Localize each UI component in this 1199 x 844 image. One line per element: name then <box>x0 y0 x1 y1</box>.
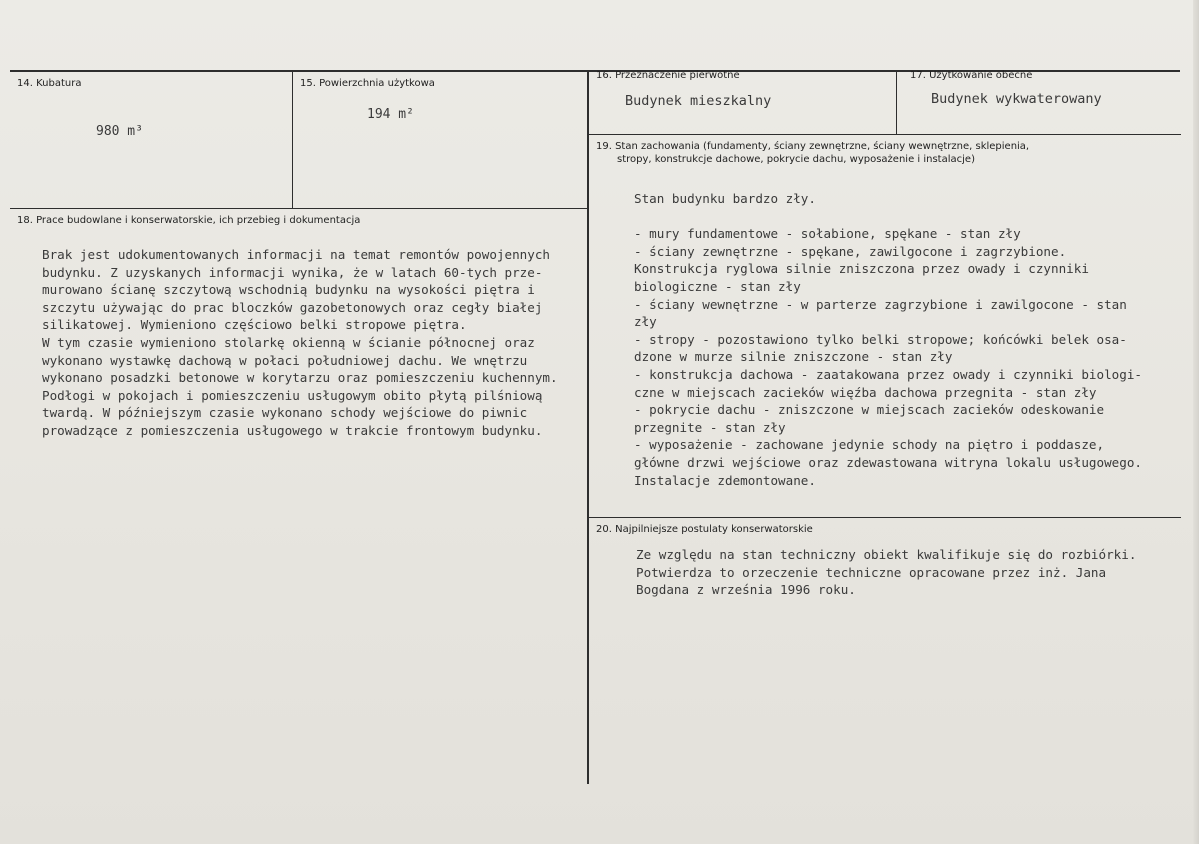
f19-line: - ściany zewnętrzne - spękane, zawilgocone i zagrzybione. <box>634 243 1067 259</box>
f18-line: Brak jest udokumentowanych informacji na temat remontów powojennych <box>42 247 550 262</box>
f18-label: 18. Prace budowlane i konserwatorskie, ich przebieg i dokumentacja <box>17 215 361 226</box>
f20-line: Ze względu na stan techniczny obiekt kwalifikuje się do rozbiórki. <box>636 547 1137 562</box>
f19-line: - ściany wewnętrzne - w parterze zagrzybione i zawilgocone - stan <box>634 296 1127 312</box>
f19-line: - konstrukcja dachowa - zaatakowana przez owady i czynniki biologi- <box>634 366 1142 382</box>
f19-line: Instalacje zdemontowane. <box>634 472 816 488</box>
f19-line <box>634 208 1142 226</box>
f14-label: 14. Kubatura <box>17 78 82 89</box>
f19-label-line2: stropy, konstrukcje dachowe, pokrycie dachu, wyposażenie i instalacje) <box>617 154 975 165</box>
rule-above-f20 <box>588 517 1181 518</box>
f15-label: 15. Powierzchnia użytkowa <box>300 78 435 89</box>
rule-under-f14-f15 <box>10 208 588 209</box>
f16-label: 16. Przeznaczenie pierwotne <box>596 70 740 81</box>
f18-text <box>42 246 558 440</box>
f20-line: Bogdana z września 1996 roku. <box>636 582 856 598</box>
f19-line: główne drzwi wejściowe oraz zdewastowana witryna lokalu usługowego. <box>634 454 1142 470</box>
f18-line: wykonano posadzki betonowe w korytarzu oraz pomieszczeniu kuchennym. <box>42 370 558 386</box>
center-divider <box>587 72 589 784</box>
f19-line: - wyposażenie - zachowane jedynie schody na piętro i poddasze, <box>634 437 1105 453</box>
f20-label: 20. Najpilniejsze postulaty konserwatorskie <box>596 524 813 535</box>
f16-value: Budynek mieszkalny <box>625 93 772 109</box>
f19-line: Stan budynku bardzo zły. <box>634 191 816 206</box>
f18-line: Podłogi w pokojach i pomieszczeniu usługowym obito płytą pilśniową <box>42 387 543 403</box>
f18-line: twardą. W późniejszym czasie wykonano schody wejściowe do piwnic <box>42 405 528 421</box>
f19-line: Konstrukcja ryglowa silnie zniszczona przez owady i czynniki <box>634 261 1089 277</box>
f18-line: W tym czasie wymieniono stolarkę okienną w ścianie północnej oraz <box>42 334 535 350</box>
divider-f14-f15 <box>292 72 293 209</box>
f19-line: dzone w murze silnie zniszczone - stan zły <box>634 349 953 365</box>
f18-line: wykonano wystawkę dachową w połaci południowej dachu. We wnętrzu <box>42 352 528 368</box>
f19-line: zły <box>634 314 657 330</box>
f19-label-line1: 19. Stan zachowania (fundamenty, ściany zewnętrzne, ściany wewnętrzne, sklepienia, <box>596 141 1030 152</box>
f19-line: - mury fundamentowe - sołabione, spękane - stan zły <box>634 226 1021 242</box>
f15-value: 194 m² <box>367 107 414 122</box>
f19-line: czne w miejscach zacieków więźba dachowa przegnita - stan zły <box>634 384 1097 400</box>
rule-under-f16-f17 <box>587 134 1181 135</box>
f18-line: szczytu używając do prac bloczków gazobetonowych oraz cegły białej <box>42 299 543 315</box>
f17-label: 17. Użytkowanie obecne <box>910 70 1033 81</box>
f19-line: przegnite - stan zły <box>634 419 786 435</box>
f20-line: Potwierdza to orzeczenie techniczne opracowane przez inż. Jana <box>636 564 1107 580</box>
f18-line: silikatowej. Wymieniono częściowo belki stropowe piętra. <box>42 317 467 333</box>
f18-line: budynku. Z uzyskanych informacji wynika, że w latach 60-tych prze- <box>42 264 543 280</box>
card-edge-shadow <box>1193 0 1199 844</box>
f19-line: biologiczne - stan zły <box>634 278 801 294</box>
divider-f16-f17 <box>896 72 897 135</box>
f19-line: - stropy - pozostawiono tylko belki stropowe; końcówki belek osa- <box>634 331 1127 347</box>
f19-line: - pokrycie dachu - zniszczone w miejscach zacieków odeskowanie <box>634 402 1105 418</box>
f17-value: Budynek wykwaterowany <box>931 91 1102 107</box>
f14-value: 980 m³ <box>96 124 143 139</box>
f18-line: murowano ścianę szczytową wschodnią budynku na wysokości piętra i <box>42 282 535 298</box>
f20-text <box>636 546 1136 599</box>
f19-text <box>634 190 1142 489</box>
f18-line: prowadzące z pomieszczenia usługowego w trakcie frontowym budynku. <box>42 422 543 438</box>
